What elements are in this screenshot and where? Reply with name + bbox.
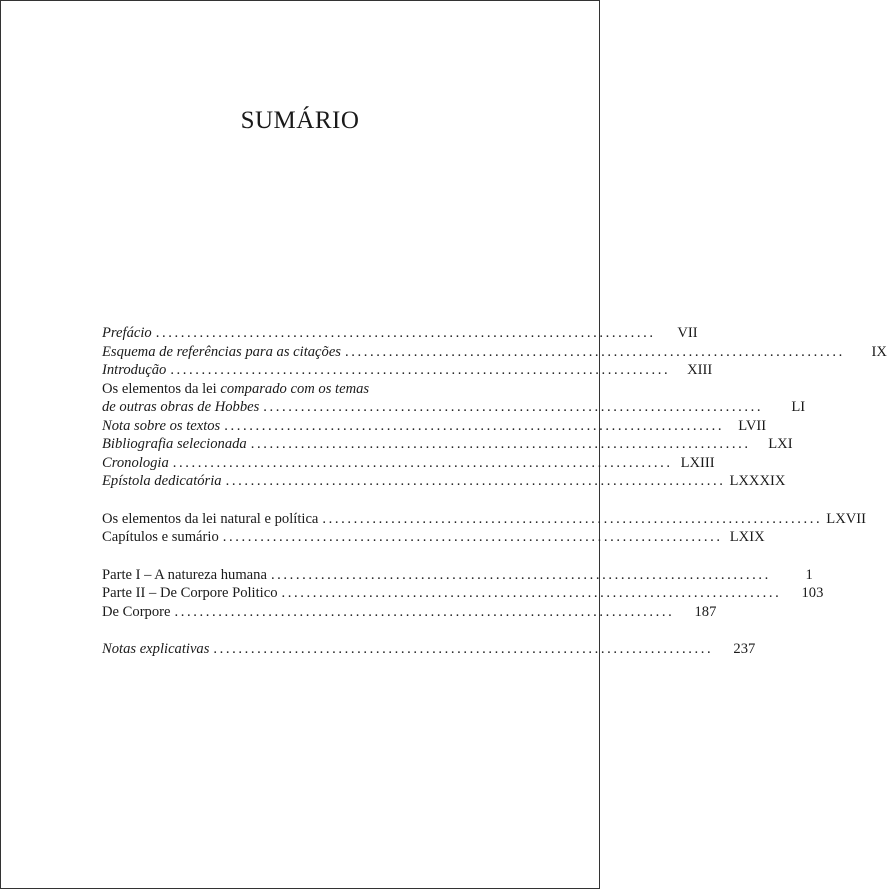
dot-leader: ................................................................................	[155, 325, 656, 341]
toc-entry-label: Os elementos da lei natural e política	[102, 510, 319, 527]
toc-page-number: LXIII	[680, 454, 715, 471]
toc-page-number: 1	[805, 566, 813, 583]
toc-entry-label: Nota sobre os textos	[102, 417, 221, 434]
toc-entry-parte-1	[102, 566, 813, 585]
dot-leader: ................................................................................	[172, 454, 673, 471]
toc-entry-introducao	[102, 361, 713, 380]
toc-page-number: XIII	[687, 362, 713, 378]
toc-entry-label: Prefácio	[102, 325, 152, 341]
page-title: SUMÁRIO	[240, 107, 360, 134]
toc-entry-elementos	[102, 510, 866, 529]
toc-page-number: LXIX	[729, 529, 765, 545]
toc-entry-label: Cronologia	[102, 454, 169, 471]
toc-page-number: LXI	[768, 436, 793, 452]
dot-leader: ................................................................................	[263, 399, 764, 415]
toc-page-number: LI	[791, 399, 806, 415]
table-of-contents	[102, 324, 887, 659]
spacer	[102, 491, 512, 510]
toc-entry-label: Bibliografia selecionada	[102, 436, 247, 452]
toc-entry-comparado-line1	[102, 380, 512, 399]
toc-entry-notas	[102, 640, 756, 659]
toc-page-number: VII	[677, 325, 698, 341]
toc-page-number: LXVII	[826, 510, 866, 527]
toc-entry-label: Introdução	[102, 362, 167, 378]
dot-leader: ................................................................................	[213, 641, 714, 657]
toc-entry-capitulos	[102, 528, 765, 547]
toc-entry-parte-2	[102, 584, 824, 603]
toc-entry-label: Os elementos da lei	[102, 380, 221, 397]
dot-leader: ................................................................................	[250, 436, 751, 452]
toc-entry-de-corpore	[102, 603, 717, 622]
toc-entry-label: Esquema de referências para as citações	[102, 343, 341, 360]
dot-leader: ................................................................................	[345, 343, 845, 360]
toc-entry-label: de outras obras de Hobbes	[102, 399, 260, 415]
toc-entry-label: Parte I – A natureza humana	[102, 566, 267, 583]
dot-leader: ................................................................................	[170, 362, 671, 378]
toc-entry-nota	[102, 417, 767, 436]
dot-leader: ................................................................................	[225, 473, 726, 489]
toc-entry-epistola	[102, 472, 786, 491]
toc-entry-label: Capítulos e sumário	[102, 529, 219, 545]
toc-entry-label: Epístola dedicatória	[102, 473, 222, 489]
toc-page-number: 187	[694, 603, 717, 620]
toc-page-number: LXXXIX	[729, 473, 786, 489]
toc-page-number: 103	[801, 585, 824, 601]
dot-leader: ................................................................................	[174, 603, 675, 620]
toc-entry-label-italic: comparado com os temas	[220, 380, 370, 397]
toc-entry-bibliografia	[102, 435, 793, 454]
spacer	[102, 621, 512, 640]
dot-leader: ................................................................................	[281, 585, 782, 601]
dot-leader: ................................................................................	[224, 417, 725, 434]
toc-page-number: 237	[733, 641, 756, 657]
spacer	[102, 547, 512, 566]
toc-entry-esquema	[102, 343, 887, 362]
dot-leader: ................................................................................	[322, 510, 823, 527]
toc-entry-label: Notas explicativas	[102, 641, 210, 657]
toc-entry-cronologia	[102, 454, 715, 473]
toc-page-number: LVII	[738, 417, 767, 434]
toc-entry-comparado-line2	[102, 398, 806, 417]
toc-entry-label: Parte II – De Corpore Politico	[102, 585, 278, 601]
toc-page-number: IX	[871, 343, 887, 360]
dot-leader: ................................................................................	[222, 529, 723, 545]
toc-entry-label: De Corpore	[102, 603, 171, 620]
dot-leader: ................................................................................	[270, 566, 771, 583]
toc-entry-prefacio	[102, 324, 698, 343]
